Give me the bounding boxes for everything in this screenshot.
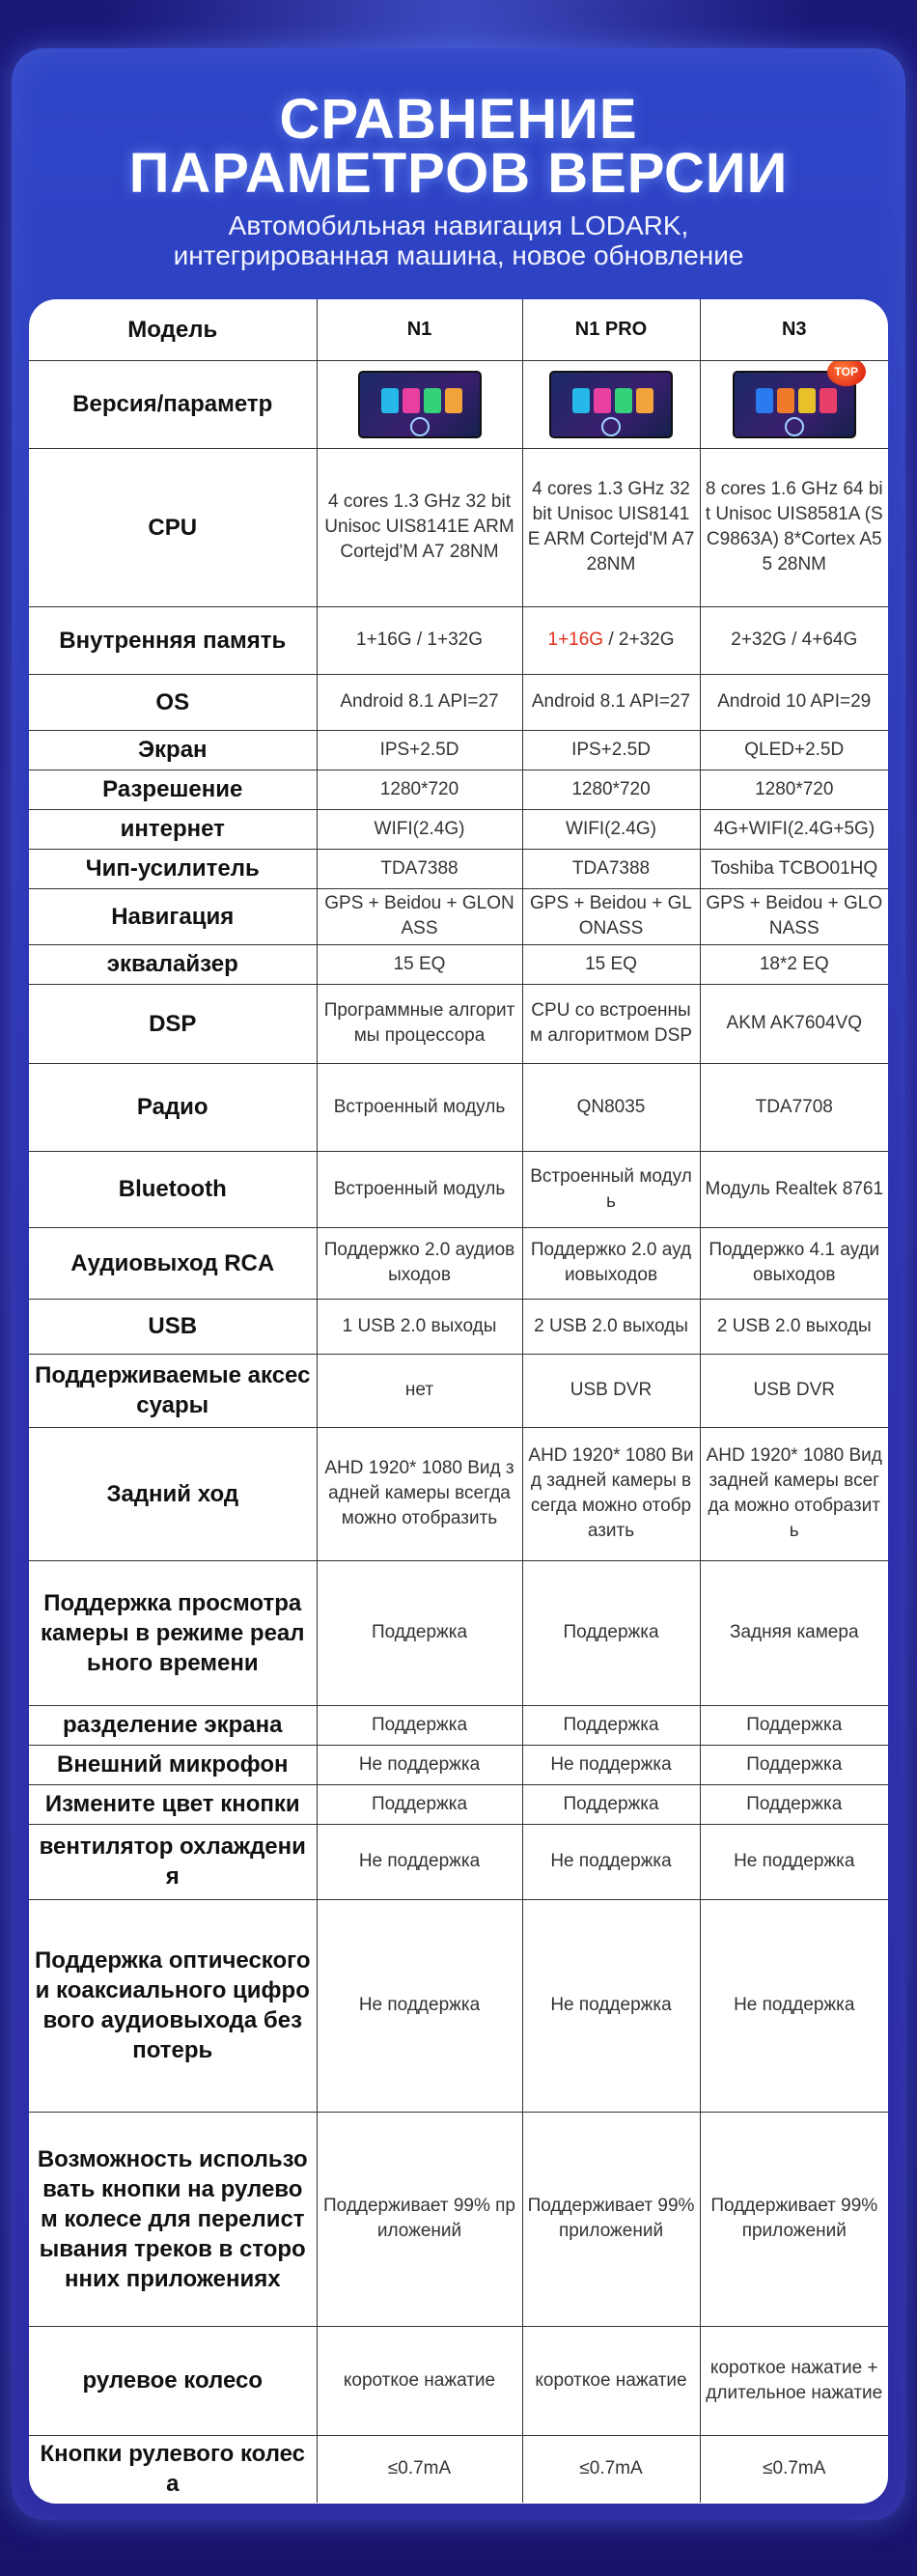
row-label: вентилятор охлаждения xyxy=(29,1824,317,1899)
table-row xyxy=(29,606,888,674)
row-label: OS xyxy=(29,674,317,730)
subtitle xyxy=(0,210,917,270)
n1-pro-value: Не поддержка xyxy=(522,1824,700,1899)
row-label: Навигация xyxy=(29,888,317,944)
n1-value: Не поддержка xyxy=(317,1745,522,1784)
row-label: Внутренняя память xyxy=(29,606,317,674)
n1-value: Android 8.1 API=27 xyxy=(317,674,522,730)
n3-value: 2+32G / 4+64G xyxy=(700,606,888,674)
header xyxy=(0,88,917,270)
n1-pro-value: WIFI(2.4G) xyxy=(522,809,700,849)
n1-pro-product-image xyxy=(522,360,700,448)
table-row xyxy=(29,1151,888,1227)
row-label: Возможность использовать кнопки на рулевом колесе для перелистывания треков в сторонних приложениях xyxy=(29,2112,317,2326)
n1-pro-value: QN8035 xyxy=(522,1063,700,1151)
header-n1-pro: N1 PRO xyxy=(522,299,700,360)
table-row xyxy=(29,1063,888,1151)
n3-value: AHD 1920* 1080 Вид задней камеры всегда можно отобразить xyxy=(700,1427,888,1560)
row-label: DSP xyxy=(29,984,317,1063)
header-label: Модель xyxy=(29,299,317,360)
table-row xyxy=(29,1784,888,1824)
title-line-1: СРАВНЕНИЕ xyxy=(279,88,638,151)
n1-value: Поддержка xyxy=(317,1784,522,1824)
n3-value: Toshiba TCBO01HQ xyxy=(700,849,888,888)
n3-value: 1280*720 xyxy=(700,770,888,809)
subtitle-line-1: Автомобильная навигация LODARK, xyxy=(228,210,689,240)
row-label: Задний ход xyxy=(29,1427,317,1560)
title-line-2: ПАРАМЕТРОВ ВЕРСИИ xyxy=(128,142,789,205)
memory-option: / 2+32G xyxy=(603,630,675,650)
subtitle-line-2: интегрированная машина, новое обновление xyxy=(173,240,744,270)
n1-value: AHD 1920* 1080 Вид задней камеры всегда можно отобразить xyxy=(317,1427,522,1560)
n1-value: Поддержка xyxy=(317,1705,522,1745)
n1-pro-value: Поддержка xyxy=(522,1705,700,1745)
n1-value: 4 cores 1.3 GHz 32 bit Unisoc UIS8141E ARM Cortejd'M A7 28NM xyxy=(317,448,522,606)
n3-value: Задняя камера xyxy=(700,1560,888,1705)
n3-value: 8 cores 1.6 GHz 64 bit Unisoc UIS8581A (SC9863A) 8*Cortex A55 28NM xyxy=(700,448,888,606)
table-header-row xyxy=(29,299,888,360)
n3-value: Поддержка xyxy=(700,1784,888,1824)
header-n1: N1 xyxy=(317,299,522,360)
n1-value: Поддержка xyxy=(317,1560,522,1705)
row-label: Поддержка оптического и коаксиального цифрового аудиовыхода без потерь xyxy=(29,1899,317,2112)
n1-value: TDA7388 xyxy=(317,849,522,888)
n1-value: GPS + Beidou + GLONASS xyxy=(317,888,522,944)
n1-pro-value: GPS + Beidou + GLONASS xyxy=(522,888,700,944)
n1-value: Поддержко 2.0 аудиовыходов xyxy=(317,1227,522,1299)
table-row xyxy=(29,809,888,849)
n1-pro-value: ≤0.7mA xyxy=(522,2435,700,2503)
n3-value: Android 10 API=29 xyxy=(700,674,888,730)
n1-pro-value: Не поддержка xyxy=(522,1745,700,1784)
row-label: эквалайзер xyxy=(29,944,317,984)
n1-pro-value: короткое нажатие xyxy=(522,2326,700,2435)
table-row xyxy=(29,448,888,606)
n3-value: Поддержка xyxy=(700,1705,888,1745)
row-label: интернет xyxy=(29,809,317,849)
row-label: Измените цвет кнопки xyxy=(29,1784,317,1824)
row-label: Bluetooth xyxy=(29,1151,317,1227)
row-label: Радио xyxy=(29,1063,317,1151)
table-row xyxy=(29,674,888,730)
row-label: Поддержка просмотра камеры в режиме реального времени xyxy=(29,1560,317,1705)
table-row xyxy=(29,1824,888,1899)
table-row xyxy=(29,2112,888,2326)
n1-pro-value xyxy=(522,606,700,674)
n1-pro-value: IPS+2.5D xyxy=(522,730,700,770)
table-row xyxy=(29,888,888,944)
n3-value: USB DVR xyxy=(700,1354,888,1427)
n1-value: 1+16G / 1+32G xyxy=(317,606,522,674)
n1-pro-value: Встроенный модуль xyxy=(522,1151,700,1227)
n1-value: Поддерживает 99% приложений xyxy=(317,2112,522,2326)
n3-product-image xyxy=(700,360,888,448)
n1-pro-value: Поддержка xyxy=(522,1784,700,1824)
n1-pro-value: Android 8.1 API=27 xyxy=(522,674,700,730)
n3-value: GPS + Beidou + GLONASS xyxy=(700,888,888,944)
table-row xyxy=(29,984,888,1063)
n1-value: Не поддержка xyxy=(317,1824,522,1899)
n3-value: Поддерживает 99% приложений xyxy=(700,2112,888,2326)
n3-value: Модуль Realtek 8761 xyxy=(700,1151,888,1227)
row-label: Внешний микрофон xyxy=(29,1745,317,1784)
n3-value: QLED+2.5D xyxy=(700,730,888,770)
n3-value: ≤0.7mA xyxy=(700,2435,888,2503)
n1-pro-value: TDA7388 xyxy=(522,849,700,888)
n3-value: 18*2 EQ xyxy=(700,944,888,984)
n3-value: Поддержка xyxy=(700,1745,888,1784)
n1-value: Встроенный модуль xyxy=(317,1063,522,1151)
table-row xyxy=(29,2435,888,2503)
n1-value: короткое нажатие xyxy=(317,2326,522,2435)
n3-value: 4G+WIFI(2.4G+5G) xyxy=(700,809,888,849)
n1-pro-value: Поддерживает 99% приложений xyxy=(522,2112,700,2326)
table-row xyxy=(29,1745,888,1784)
table-row xyxy=(29,1354,888,1427)
table-row xyxy=(29,1560,888,1705)
n1-value: WIFI(2.4G) xyxy=(317,809,522,849)
table-row xyxy=(29,770,888,809)
n3-value: 2 USB 2.0 выходы xyxy=(700,1299,888,1354)
n1-pro-value: 4 cores 1.3 GHz 32 bit Unisoc UIS8141E ARM Cortejd'M A7 28NM xyxy=(522,448,700,606)
n1-pro-value: AHD 1920* 1080 Вид задней камеры всегда можно отобразить xyxy=(522,1427,700,1560)
row-label: Версия/параметр xyxy=(29,360,317,448)
n1-value: Не поддержка xyxy=(317,1899,522,2112)
n1-value: ≤0.7mA xyxy=(317,2435,522,2503)
table-row xyxy=(29,1705,888,1745)
row-label: Аудиовыход RCA xyxy=(29,1227,317,1299)
n1-value: Программные алгоритмы процессора xyxy=(317,984,522,1063)
n1-pro-value: Поддержко 2.0 аудиовыходов xyxy=(522,1227,700,1299)
version-row xyxy=(29,360,888,448)
row-label: USB xyxy=(29,1299,317,1354)
n3-value: Не поддержка xyxy=(700,1899,888,2112)
n3-value: TDA7708 xyxy=(700,1063,888,1151)
row-label: Разрешение xyxy=(29,770,317,809)
n1-pro-value: 15 EQ xyxy=(522,944,700,984)
table-row xyxy=(29,1299,888,1354)
n1-value: Встроенный модуль xyxy=(317,1151,522,1227)
n3-value: Не поддержка xyxy=(700,1824,888,1899)
n3-value: Поддержко 4.1 аудиовыходов xyxy=(700,1227,888,1299)
n3-value: AKM AK7604VQ xyxy=(700,984,888,1063)
n1-pro-value: 1280*720 xyxy=(522,770,700,809)
row-label: Кнопки рулевого колеса xyxy=(29,2435,317,2503)
n1-pro-value: USB DVR xyxy=(522,1354,700,1427)
header-n3: N3 xyxy=(700,299,888,360)
n3-value: короткое нажатие + длительное нажатие xyxy=(700,2326,888,2435)
comparison-table xyxy=(29,299,888,2503)
n1-pro-value: Поддержка xyxy=(522,1560,700,1705)
n1-pro-value: Не поддержка xyxy=(522,1899,700,2112)
comparison-card xyxy=(29,299,888,2504)
table-row xyxy=(29,730,888,770)
table-row xyxy=(29,1227,888,1299)
top-badge: TOP xyxy=(827,360,866,386)
table-row xyxy=(29,849,888,888)
row-label: разделение экрана xyxy=(29,1705,317,1745)
page-title xyxy=(0,88,917,205)
n1-value: IPS+2.5D xyxy=(317,730,522,770)
n1-product-image xyxy=(317,360,522,448)
row-label: Поддерживаемые аксессуары xyxy=(29,1354,317,1427)
table-row xyxy=(29,2326,888,2435)
n1-value: нет xyxy=(317,1354,522,1427)
highlighted-memory: 1+16G xyxy=(547,630,604,650)
table-row xyxy=(29,1899,888,2112)
n1-value: 15 EQ xyxy=(317,944,522,984)
n1-value: 1 USB 2.0 выходы xyxy=(317,1299,522,1354)
n1-pro-value: 2 USB 2.0 выходы xyxy=(522,1299,700,1354)
row-label: рулевое колесо xyxy=(29,2326,317,2435)
n1-value: 1280*720 xyxy=(317,770,522,809)
table-row xyxy=(29,1427,888,1560)
row-label: Чип-усилитель xyxy=(29,849,317,888)
row-label: Экран xyxy=(29,730,317,770)
table-row xyxy=(29,944,888,984)
n1-pro-value: CPU со встроенным алгоритмом DSP xyxy=(522,984,700,1063)
row-label: CPU xyxy=(29,448,317,606)
